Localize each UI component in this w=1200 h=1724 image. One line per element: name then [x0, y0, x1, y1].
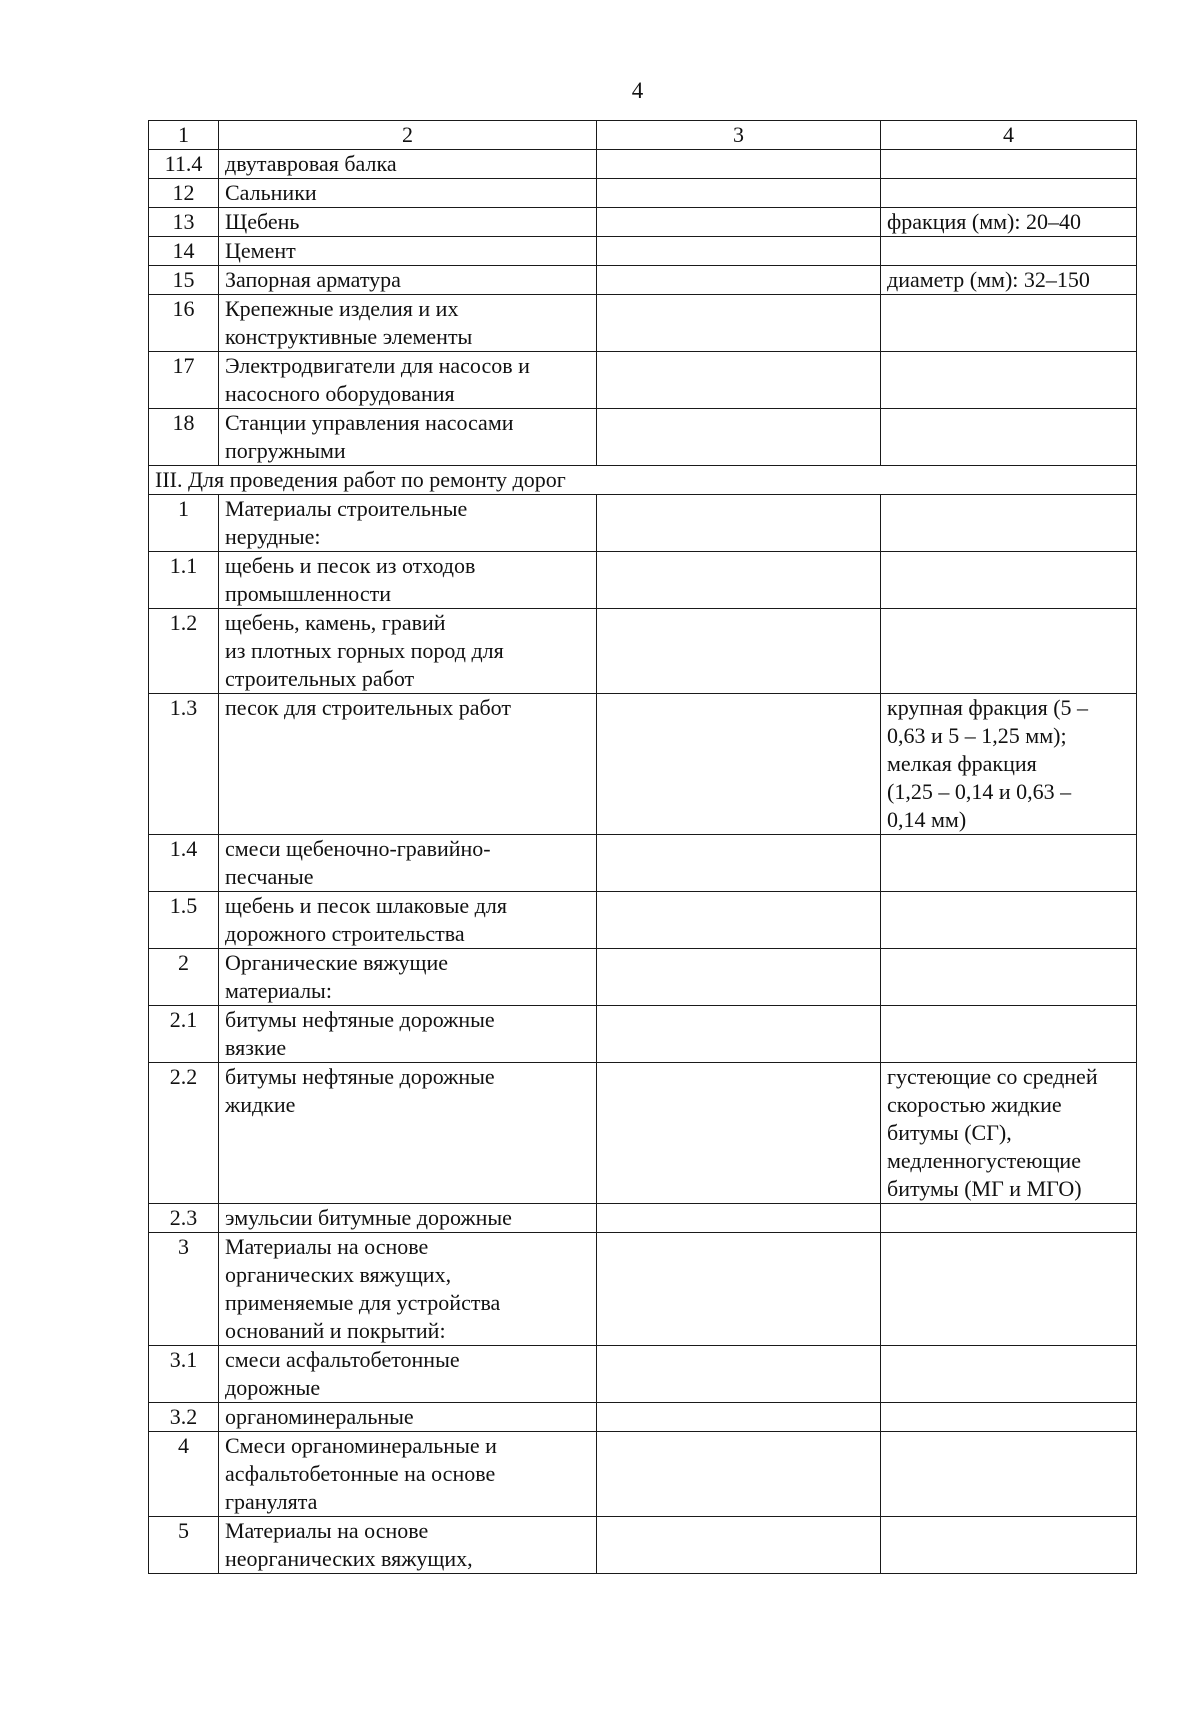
- row-col4-cell: [881, 409, 1137, 466]
- row-name-cell: Сальники: [219, 179, 597, 208]
- table-row: [149, 1063, 1137, 1204]
- row-name-cell: органоминеральные: [219, 1403, 597, 1432]
- row-col4-cell: [881, 609, 1137, 694]
- row-col3-cell: [597, 1517, 881, 1574]
- table-row: [149, 208, 1137, 237]
- row-number-cell: 3.1: [149, 1346, 219, 1403]
- row-col3-cell: [597, 694, 881, 835]
- row-col4-cell: [881, 352, 1137, 409]
- header-cell-3: 3: [597, 121, 881, 150]
- row-number-cell: 13: [149, 208, 219, 237]
- row-name-cell: битумы нефтяные дорожные жидкие: [219, 1063, 597, 1204]
- row-col3-cell: [597, 1233, 881, 1346]
- row-col4-cell: фракция (мм): 20–40: [881, 208, 1137, 237]
- table-row: [149, 1517, 1137, 1574]
- table-row: [149, 892, 1137, 949]
- table-row: [149, 949, 1137, 1006]
- row-col3-cell: [597, 352, 881, 409]
- row-name-cell: Щебень: [219, 208, 597, 237]
- row-col4-cell: [881, 1517, 1137, 1574]
- table-row: [149, 694, 1137, 835]
- row-col3-cell: [597, 295, 881, 352]
- row-col3-cell: [597, 179, 881, 208]
- table-row: [149, 266, 1137, 295]
- row-name-cell: двутавровая балка: [219, 150, 597, 179]
- table-row: [149, 1403, 1137, 1432]
- row-number-cell: 1.3: [149, 694, 219, 835]
- row-col3-cell: [597, 949, 881, 1006]
- row-col4-cell: [881, 1403, 1137, 1432]
- row-col3-cell: [597, 1063, 881, 1204]
- row-col3-cell: [597, 552, 881, 609]
- row-col3-cell: [597, 1403, 881, 1432]
- row-col4-cell: [881, 1204, 1137, 1233]
- header-cell-4: 4: [881, 121, 1137, 150]
- table-row: [149, 150, 1137, 179]
- row-number-cell: 3: [149, 1233, 219, 1346]
- row-col4-cell: [881, 179, 1137, 208]
- row-name-cell: Цемент: [219, 237, 597, 266]
- row-name-cell: битумы нефтяные дорожные вязкие: [219, 1006, 597, 1063]
- row-col4-cell: [881, 835, 1137, 892]
- row-name-cell: Смеси органоминеральные и асфальтобетонные на основе гранулята: [219, 1432, 597, 1517]
- row-number-cell: 15: [149, 266, 219, 295]
- row-number-cell: 2.2: [149, 1063, 219, 1204]
- row-number-cell: 1.1: [149, 552, 219, 609]
- row-number-cell: 2: [149, 949, 219, 1006]
- table-row: [149, 835, 1137, 892]
- row-name-cell: щебень и песок из отходов промышленности: [219, 552, 597, 609]
- table-header-row: [149, 121, 1137, 150]
- materials-table: [148, 120, 1137, 1574]
- row-number-cell: 18: [149, 409, 219, 466]
- table-row: [149, 1346, 1137, 1403]
- row-col4-cell: [881, 237, 1137, 266]
- row-number-cell: 14: [149, 237, 219, 266]
- row-name-cell: Электродвигатели для насосов и насосного оборудования: [219, 352, 597, 409]
- row-number-cell: 5: [149, 1517, 219, 1574]
- header-cell-1: 1: [149, 121, 219, 150]
- table-row: [149, 609, 1137, 694]
- row-col3-cell: [597, 1204, 881, 1233]
- row-number-cell: 4: [149, 1432, 219, 1517]
- row-name-cell: Материалы на основе неорганических вяжущих,: [219, 1517, 597, 1574]
- row-col3-cell: [597, 266, 881, 295]
- row-name-cell: Материалы строительные нерудные:: [219, 495, 597, 552]
- row-number-cell: 1.2: [149, 609, 219, 694]
- row-number-cell: 1: [149, 495, 219, 552]
- row-number-cell: 2.3: [149, 1204, 219, 1233]
- row-col3-cell: [597, 1432, 881, 1517]
- table-row: [149, 1204, 1137, 1233]
- table-row: [149, 179, 1137, 208]
- row-col4-cell: [881, 495, 1137, 552]
- row-col3-cell: [597, 495, 881, 552]
- row-col4-cell: [881, 552, 1137, 609]
- row-name-cell: Крепежные изделия и их конструктивные элементы: [219, 295, 597, 352]
- row-col4-cell: [881, 295, 1137, 352]
- row-col4-cell: [881, 892, 1137, 949]
- row-name-cell: смеси щебеночно-гравийно- песчаные: [219, 835, 597, 892]
- row-col4-cell: [881, 1233, 1137, 1346]
- materials-table-body: [149, 121, 1137, 1574]
- row-col3-cell: [597, 208, 881, 237]
- row-col3-cell: [597, 150, 881, 179]
- row-number-cell: 1.5: [149, 892, 219, 949]
- row-name-cell: Запорная арматура: [219, 266, 597, 295]
- row-number-cell: 11.4: [149, 150, 219, 179]
- row-number-cell: 17: [149, 352, 219, 409]
- row-number-cell: 3.2: [149, 1403, 219, 1432]
- row-col3-cell: [597, 1346, 881, 1403]
- table-row: [149, 1233, 1137, 1346]
- row-col4-cell: [881, 150, 1137, 179]
- row-number-cell: 2.1: [149, 1006, 219, 1063]
- row-name-cell: песок для строительных работ: [219, 694, 597, 835]
- section-title: III. Для проведения работ по ремонту дорог: [149, 466, 1137, 495]
- table-row: [149, 237, 1137, 266]
- row-col4-cell: [881, 1346, 1137, 1403]
- row-name-cell: Станции управления насосами погружными: [219, 409, 597, 466]
- row-col4-cell: [881, 1432, 1137, 1517]
- table-row: [149, 1432, 1137, 1517]
- page-number: 4: [631, 78, 644, 103]
- row-name-cell: смеси асфальтобетонные дорожные: [219, 1346, 597, 1403]
- table-row: [149, 409, 1137, 466]
- table-row: [149, 352, 1137, 409]
- table-row: [149, 295, 1137, 352]
- row-col4-cell: густеющие со средней скоростью жидкие битумы (СГ), медленногустеющие битумы (МГ и МГО): [881, 1063, 1137, 1204]
- row-col3-cell: [597, 1006, 881, 1063]
- row-number-cell: 16: [149, 295, 219, 352]
- row-name-cell: Органические вяжущие материалы:: [219, 949, 597, 1006]
- row-name-cell: щебень и песок шлаковые для дорожного строительства: [219, 892, 597, 949]
- row-name-cell: щебень, камень, гравий из плотных горных пород для строительных работ: [219, 609, 597, 694]
- table-row: [149, 552, 1137, 609]
- table-row: [149, 1006, 1137, 1063]
- row-col3-cell: [597, 835, 881, 892]
- row-col3-cell: [597, 237, 881, 266]
- row-col3-cell: [597, 892, 881, 949]
- row-col4-cell: [881, 1006, 1137, 1063]
- header-cell-2: 2: [219, 121, 597, 150]
- row-col4-cell: [881, 949, 1137, 1006]
- row-col3-cell: [597, 609, 881, 694]
- row-col3-cell: [597, 409, 881, 466]
- row-name-cell: эмульсии битумные дорожные: [219, 1204, 597, 1233]
- row-number-cell: 1.4: [149, 835, 219, 892]
- row-name-cell: Материалы на основе органических вяжущих, применяемые для устройства оснований и покрытий:: [219, 1233, 597, 1346]
- row-col4-cell: диаметр (мм): 32–150: [881, 266, 1137, 295]
- table-row: [149, 495, 1137, 552]
- row-number-cell: 12: [149, 179, 219, 208]
- section-row: [149, 466, 1137, 495]
- row-col4-cell: крупная фракция (5 – 0,63 и 5 – 1,25 мм); мелкая фракция (1,25 – 0,14 и 0,63 – 0,14 мм): [881, 694, 1137, 835]
